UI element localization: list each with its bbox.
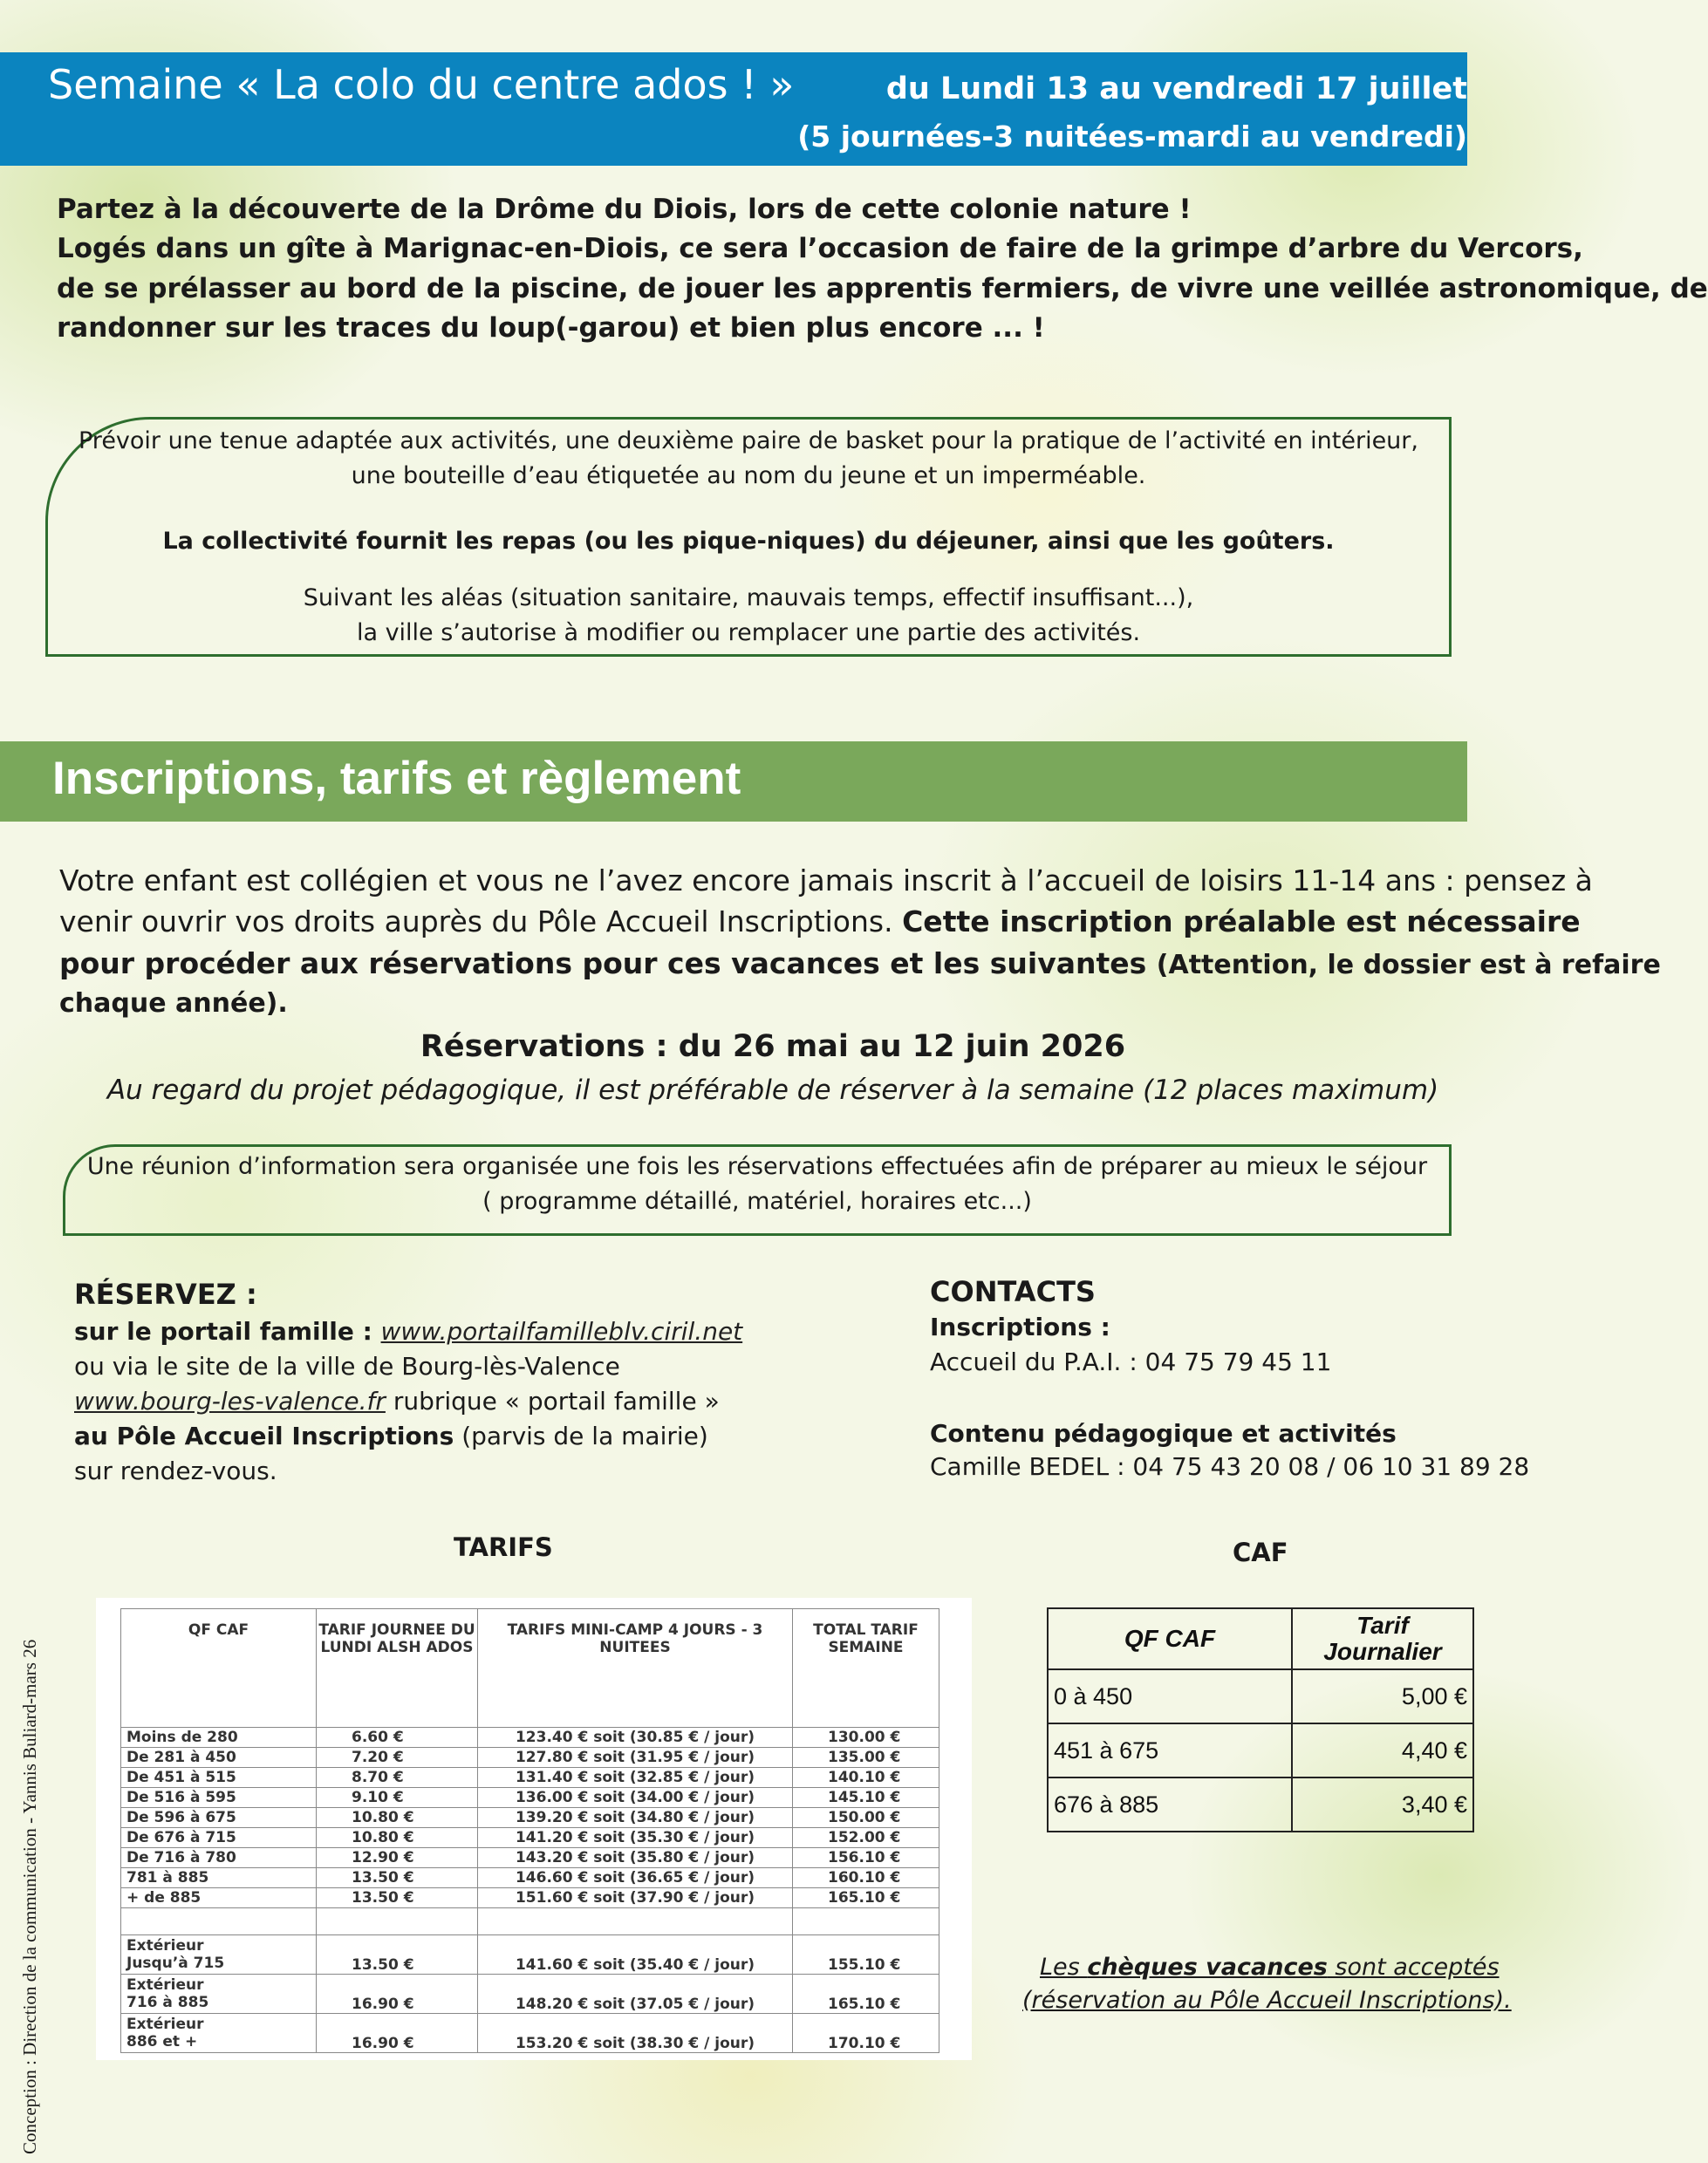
- table-cell: 156.10 €: [793, 1848, 939, 1868]
- table-cell: 170.10 €: [793, 2014, 939, 2053]
- table-row: [121, 1848, 939, 1868]
- caf-header-tarif: Tarif Journalier: [1292, 1608, 1473, 1669]
- meals-note: La collectivité fournit les repas (ou les pique-niques) du déjeuner, ainsi que les goûters.: [162, 528, 1335, 555]
- caf-tarif-cell: 3,40 €: [1292, 1777, 1473, 1832]
- tarifs-header-lundi: TARIF JOURNEE DU LUNDI ALSH ADOS: [317, 1609, 478, 1728]
- table-cell: 10.80 €: [317, 1808, 478, 1828]
- table-cell: 16.90 €: [317, 2014, 478, 2053]
- caf-row: [1048, 1777, 1473, 1832]
- table-cell: Extérieur Jusqu’à 715: [121, 1935, 317, 1975]
- table-cell: 10.80 €: [317, 1828, 478, 1848]
- intro-line: Logés dans un gîte à Marignac-en-Diois, ce sera l’occasion de faire de la grimpe d’arbre du Vercors,: [57, 233, 1583, 264]
- table-cell: 150.00 €: [793, 1808, 939, 1828]
- table-row: [121, 2014, 939, 2053]
- table-row: [121, 1748, 939, 1768]
- caf-row: [1048, 1669, 1473, 1723]
- pai-line: au Pôle Accueil Inscriptions (parvis de la mairie): [74, 1422, 708, 1450]
- table-cell: 16.90 €: [317, 1975, 478, 2014]
- table-cell: + de 885: [121, 1888, 317, 1908]
- table-cell: 13.50 €: [317, 1935, 478, 1975]
- page-title: Semaine « La colo du centre ados ! »: [48, 61, 795, 108]
- caf-table: [1047, 1607, 1474, 1832]
- table-cell: 13.50 €: [317, 1868, 478, 1888]
- inscription-text: chaque année).: [59, 988, 288, 1019]
- pedago-label: Contenu pédagogique et activités: [930, 1419, 1397, 1448]
- table-row: [121, 1808, 939, 1828]
- table-cell: 136.00 € soit (34.00 € / jour): [478, 1788, 793, 1808]
- table-cell: 127.80 € soit (31.95 € / jour): [478, 1748, 793, 1768]
- table-row: [121, 1888, 939, 1908]
- reserve-heading: RÉSERVEZ :: [74, 1278, 257, 1311]
- caf-tarif-cell: 4,40 €: [1292, 1723, 1473, 1777]
- table-cell: 123.40 € soit (30.85 € / jour): [478, 1728, 793, 1748]
- meeting-line: ( programme détaillé, matériel, horaires etc...): [482, 1188, 1032, 1215]
- intro-line: randonner sur les traces du loup(-garou) et bien plus encore ... !: [57, 312, 1045, 344]
- table-cell: 155.10 €: [793, 1935, 939, 1975]
- table-cell: 781 à 885: [121, 1868, 317, 1888]
- table-cell: 165.10 €: [793, 1888, 939, 1908]
- section-title: Inscriptions, tarifs et règlement: [52, 753, 741, 804]
- caf-qf-cell: 0 à 450: [1048, 1669, 1292, 1723]
- table-row: [121, 1868, 939, 1888]
- caf-header-qf: QF CAF: [1048, 1608, 1292, 1669]
- info-box-line: Suivant les aléas (situation sanitaire, mauvais temps, effectif insuffisant...),: [303, 584, 1194, 611]
- inscription-text: Votre enfant est collégien et vous ne l’avez encore jamais inscrit à l’accueil de loisirs 11-14 ans : pensez à: [59, 863, 1593, 897]
- cheques-note: Les chèques vacances sont acceptés: [1040, 1954, 1500, 1981]
- site-line: www.bourg-les-valence.fr rubrique « portail famille »: [74, 1387, 720, 1416]
- table-cell: 131.40 € soit (32.85 € / jour): [478, 1768, 793, 1788]
- caf-qf-cell: 676 à 885: [1048, 1777, 1292, 1832]
- table-cell: De 676 à 715: [121, 1828, 317, 1848]
- table-cell: Extérieur 716 à 885: [121, 1975, 317, 2014]
- inscription-text: pour procéder aux réservations pour ces vacances et les suivantes (Attention, le dossier est à refaire: [59, 946, 1661, 980]
- tarifs-header-minicamp: TARIFS MINI-CAMP 4 JOURS - 3 NUITEES: [478, 1609, 793, 1728]
- caf-tarif-cell: 5,00 €: [1292, 1669, 1473, 1723]
- table-cell: 135.00 €: [793, 1748, 939, 1768]
- table-cell: 145.10 €: [793, 1788, 939, 1808]
- caf-row: [1048, 1723, 1473, 1777]
- tarifs-table: [120, 1608, 939, 2053]
- table-cell: De 596 à 675: [121, 1808, 317, 1828]
- info-box-line: une bouteille d’eau étiquetée au nom du jeune et un imperméable.: [351, 462, 1146, 489]
- portal-line: sur le portail famille : www.portailfamilleblv.ciril.net: [74, 1317, 743, 1346]
- table-row: [121, 1788, 939, 1808]
- info-box-line: la ville s’autorise à modifier ou remplacer une partie des activités.: [356, 619, 1141, 646]
- reservations-dates: Réservations : du 26 mai au 12 juin 2026: [420, 1029, 1126, 1064]
- table-cell: 140.10 €: [793, 1768, 939, 1788]
- table-row: [121, 1768, 939, 1788]
- header-subtitle: (5 journées-3 nuitées-mardi au vendredi): [797, 119, 1467, 154]
- table-cell: Moins de 280: [121, 1728, 317, 1748]
- table-row: [121, 1975, 939, 2014]
- intro-line: de se prélasser au bord de la piscine, de jouer les apprentis fermiers, de vivre une veillée astronomique, de: [57, 273, 1708, 304]
- table-cell: 152.00 €: [793, 1828, 939, 1848]
- inscriptions-phone: Accueil du P.A.I. : 04 75 79 45 11: [930, 1348, 1332, 1376]
- tarifs-table-image: [96, 1598, 972, 2060]
- table-cell: 141.60 € soit (35.40 € / jour): [478, 1935, 793, 1975]
- table-cell: 130.00 €: [793, 1728, 939, 1748]
- tarifs-heading: TARIFS: [454, 1532, 553, 1562]
- inscriptions-label: Inscriptions :: [930, 1313, 1110, 1341]
- table-cell: 12.90 €: [317, 1848, 478, 1868]
- reservation-advice: Au regard du projet pédagogique, il est préférable de réserver à la semaine (12 places maximum): [106, 1075, 1439, 1106]
- pedago-phone: Camille BEDEL : 04 75 43 20 08 / 06 10 31 89 28: [930, 1452, 1530, 1481]
- table-cell: 143.20 € soit (35.80 € / jour): [478, 1848, 793, 1868]
- header-dates: du Lundi 13 au vendredi 17 juillet: [885, 72, 1467, 106]
- table-spacer-row: [121, 1908, 939, 1935]
- caf-heading: CAF: [1233, 1538, 1288, 1567]
- table-cell: 146.60 € soit (36.65 € / jour): [478, 1868, 793, 1888]
- appointment: sur rendez-vous.: [74, 1457, 277, 1485]
- credit-line: Conception : Direction de la communication - Yannis Buliard-mars 26: [19, 1639, 40, 2154]
- table-cell: 7.20 €: [317, 1748, 478, 1768]
- table-cell: De 716 à 780: [121, 1848, 317, 1868]
- via-site: ou via le site de la ville de Bourg-lès-Valence: [74, 1352, 620, 1381]
- table-cell: 6.60 €: [317, 1728, 478, 1748]
- cheques-note-detail: (réservation au Pôle Accueil Inscriptions).: [1022, 1987, 1512, 2014]
- inscription-text: venir ouvrir vos droits auprès du Pôle Accueil Inscriptions. Cette inscription préalable est nécessaire: [59, 904, 1581, 938]
- table-row: [121, 1935, 939, 1975]
- table-cell: De 516 à 595: [121, 1788, 317, 1808]
- table-cell: 13.50 €: [317, 1888, 478, 1908]
- table-cell: 139.20 € soit (34.80 € / jour): [478, 1808, 793, 1828]
- table-row: [121, 1828, 939, 1848]
- contacts-heading: CONTACTS: [930, 1275, 1096, 1308]
- table-cell: 151.60 € soit (37.90 € / jour): [478, 1888, 793, 1908]
- tarifs-header-qf: QF CAF: [121, 1609, 317, 1728]
- table-cell: 160.10 €: [793, 1868, 939, 1888]
- table-cell: 9.10 €: [317, 1788, 478, 1808]
- table-row: [121, 1728, 939, 1748]
- table-cell: De 281 à 450: [121, 1748, 317, 1768]
- table-cell: 8.70 €: [317, 1768, 478, 1788]
- meeting-line: Une réunion d’information sera organisée une fois les réservations effectuées afin de préparer au mieux le séjour: [86, 1153, 1428, 1180]
- table-cell: 148.20 € soit (37.05 € / jour): [478, 1975, 793, 2014]
- table-cell: 141.20 € soit (35.30 € / jour): [478, 1828, 793, 1848]
- table-cell: 153.20 € soit (38.30 € / jour): [478, 2014, 793, 2053]
- table-cell: De 451 à 515: [121, 1768, 317, 1788]
- table-cell: 165.10 €: [793, 1975, 939, 2014]
- caf-qf-cell: 451 à 675: [1048, 1723, 1292, 1777]
- info-box-line: Prévoir une tenue adaptée aux activités, une deuxième paire de basket pour la pratique de l’activité en intérieur,: [79, 427, 1418, 454]
- portal-link[interactable]: www.portailfamilleblv.ciril.net: [380, 1317, 743, 1346]
- tarifs-header-total: TOTAL TARIF SEMAINE: [793, 1609, 939, 1728]
- intro-line: Partez à la découverte de la Drôme du Diois, lors de cette colonie nature !: [57, 194, 1192, 225]
- table-cell: Extérieur 886 et +: [121, 2014, 317, 2053]
- site-link[interactable]: www.bourg-les-valence.fr: [74, 1387, 386, 1416]
